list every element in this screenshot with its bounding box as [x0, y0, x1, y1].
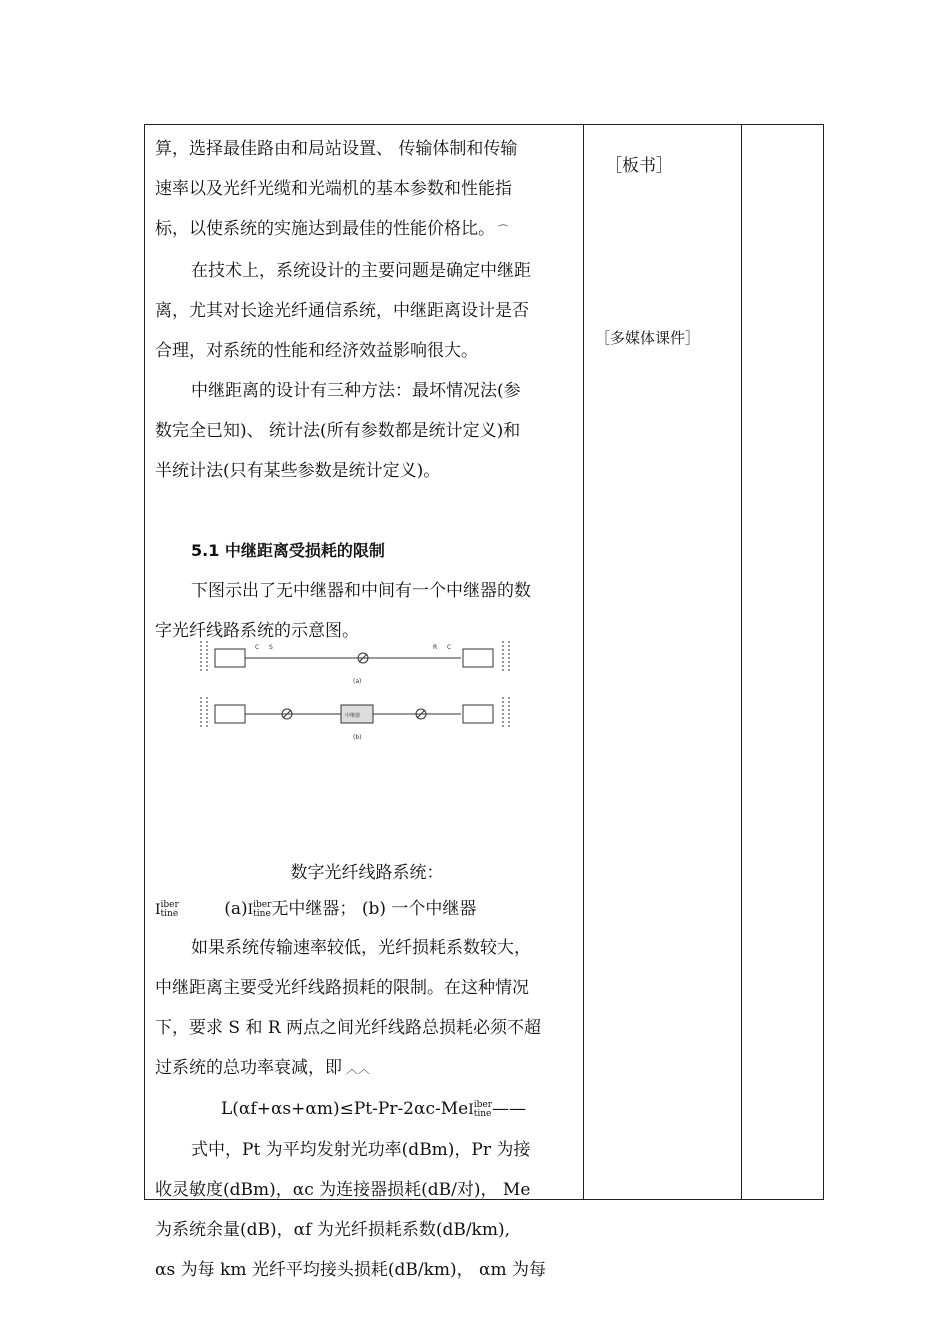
- artifact-stack: iber tine: [160, 900, 179, 919]
- fiber-system-diagram: [193, 631, 521, 743]
- text-line: 半统计法(只有某些参数是统计定义)。: [155, 461, 441, 481]
- repeater-label: 中继器: [345, 713, 361, 719]
- lesson-table: [144, 124, 824, 1280]
- figure-subcaption: Iiber tine (a)Iiber tine无中继器； (b) 一个中继器: [155, 899, 477, 919]
- text-line: 中继距离主要受光纤线路损耗的限制。在这种情况: [155, 978, 529, 998]
- text-line: 下图示出了无中继器和中间有一个中继器的数: [191, 581, 531, 601]
- text-line: 合理，对系统的性能和经济效益影响很大。: [155, 341, 478, 361]
- text-line: 中继距离的设计有三种方法：最坏情况法(参: [191, 381, 521, 401]
- diagram-label-a: (a): [353, 678, 362, 685]
- text-line: 速率以及光纤光缆和光端机的基本参数和性能指: [155, 179, 512, 199]
- point-label-s: S: [269, 644, 273, 651]
- point-label-c: C: [255, 644, 260, 651]
- column-divider-1: [583, 125, 584, 1199]
- note-multimedia: ［多媒体课件］: [595, 329, 701, 347]
- point-label-r: R: [433, 644, 438, 651]
- text-line: 离，尤其对长途光纤通信系统，中继距离设计是否: [155, 301, 529, 321]
- text-line: 在技术上，系统设计的主要问题是确定中继距: [191, 261, 531, 281]
- column-divider-2: [741, 125, 742, 1199]
- text-line: 为系统余量(dB)，αf 为光纤损耗系数(dB/km),: [155, 1220, 511, 1240]
- artifact-glyph: I: [155, 902, 161, 918]
- text-line: 过系统的总功率衰减，即 ︿︿: [155, 1058, 370, 1078]
- blank-line: [155, 491, 579, 531]
- stray-mark: ⌒: [495, 224, 508, 237]
- text-line: 字光纤线路系统的示意图。: [155, 621, 359, 641]
- section-heading: 5.1 中继距离受损耗的限制: [191, 541, 385, 560]
- text-line: 算，选择最佳路由和局站设置、 传输体制和传输: [155, 139, 518, 159]
- text-line: αs 为每 km 光纤平均接头损耗(dB/km)， αm 为每: [155, 1260, 547, 1280]
- text-line: 如果系统传输速率较低，光纤损耗系数较大，: [191, 938, 531, 958]
- text-line: 式中，Pt 为平均发射光功率(dBm)，Pr 为接: [191, 1140, 531, 1160]
- figure-caption: 数字光纤线路系统：: [290, 863, 444, 883]
- text-line: 收灵敏度(dBm)，αc 为连接器损耗(dB/对)， Me: [155, 1180, 531, 1200]
- text-line: 数完全已知)、 统计法(所有参数都是统计定义)和: [155, 421, 521, 441]
- point-label-c: C: [447, 644, 452, 651]
- text-line: 标，以使系统的实施达到最佳的性能价格比。 ⌒: [155, 219, 508, 239]
- note-blackboard: ［板书］: [605, 156, 673, 176]
- formula: L(αf+αs+αm)≤Pt-Pr-2αc-MeIiber tine——: [221, 1099, 527, 1119]
- diagram-label-b: (b): [353, 734, 362, 741]
- text-line: 下，要求 S 和 R 两点之间光纤线路总损耗必须不超: [155, 1018, 542, 1038]
